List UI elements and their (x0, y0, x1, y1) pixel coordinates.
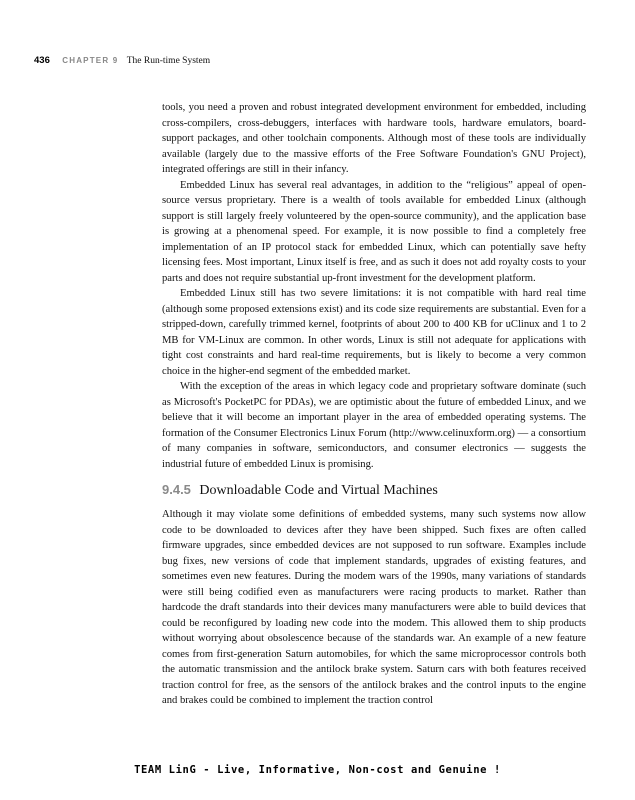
paragraph: tools, you need a proven and robust integrated development environment for embedded, including cross-compilers, cross-debuggers, interfaces with hardware tools, hardware emulators, board-support packages, and other toolchain components. Although most of these tools are individually available (largely due to the massive efforts of the Free Software Foundation's GNU Project), integrated offerings are still in their infancy. (162, 102, 586, 175)
section-heading (162, 480, 586, 501)
chapter-label: CHAPTER 9 (62, 56, 119, 65)
section-title: Downloadable Code and Virtual Machines (199, 483, 438, 498)
chapter-title: The Run-time System (126, 56, 211, 66)
paragraph: Embedded Linux has several real advantages, in addition to the “religious” appeal of open-source versus proprietary. There is a wealth of tools available for embedded Linux (although support is still largely freely volunteered by the open-source community), and the application base is growing at a phenomenal speed. For example, it is now possible to find a completely free implementation of an IP protocol stack for embedded Linux, which can potentially save hefty licensing fees. Most important, Linux itself is free, and as such it does not add royalty costs to your parts and does not require substantial up-front investment for the development platform. (162, 179, 586, 284)
running-head (34, 55, 210, 67)
paragraph: With the exception of the areas in which legacy code and proprietary software dominate (such as Microsoft's PocketPC for PDAs), we are optimistic about the future of embedded Linux, and we believe that it will become an important player in the area of embedded operating systems. The formation of the Consumer Electronics Linux Forum (http://www.celinuxform.org) — a consortium of many companies in software, semiconductors, and consumer electronics — suggests the industrial future of embedded Linux is promising. (162, 381, 586, 470)
page-number: 436 (34, 55, 50, 66)
footer-banner: TEAM LinG - Live, Informative, Non-cost and Genuine ! (134, 764, 501, 776)
section-number: 9.4.5 (162, 482, 191, 497)
body-text (162, 100, 586, 709)
paragraph: Embedded Linux still has two severe limitations: it is not compatible with hard real time (although some proposed extensions exist) and its code size requirements are substantial. Even for a stripped-down, carefully trimmed kernel, footprints of about 200 to 400 KB for uClinux and 1 to 2 MB for VM-Linux are common. In other words, Linux is still not adequate for applications with tight cost constraints and hard real-time requirements, but is likely to become a very common choice in the higher-end segment of the embedded market. (162, 288, 586, 377)
section-paragraph: Although it may violate some definitions of embedded systems, many such systems now allow code to be downloaded to devices after they have been shipped. Such fixes are often called firmware upgrades, since embedded devices are not supposed to run software. Examples include bug fixes, new versions of code that implement standards, upgrades of existing features, and sometimes even new features. During the modem wars of the 1990s, many variations of standards were still being codified even as manufacturers were racing products to market. Rather than hardcode the draft standards into their devices many manufacturers were able to build devices that could be reconfigured by loading new code into the modem. This allowed them to ship products without worrying about obsolescence because of the standards war. An example of a new feature comes from first-generation Saturn automobiles, for which the same microprocessor controls both the automatic transmission and the antilock brake system. Saturn cars with both features received traction control for free, as the sensors of the antilock brakes and the control inputs to the engine and brakes could be combined to implement the traction control (162, 509, 586, 706)
